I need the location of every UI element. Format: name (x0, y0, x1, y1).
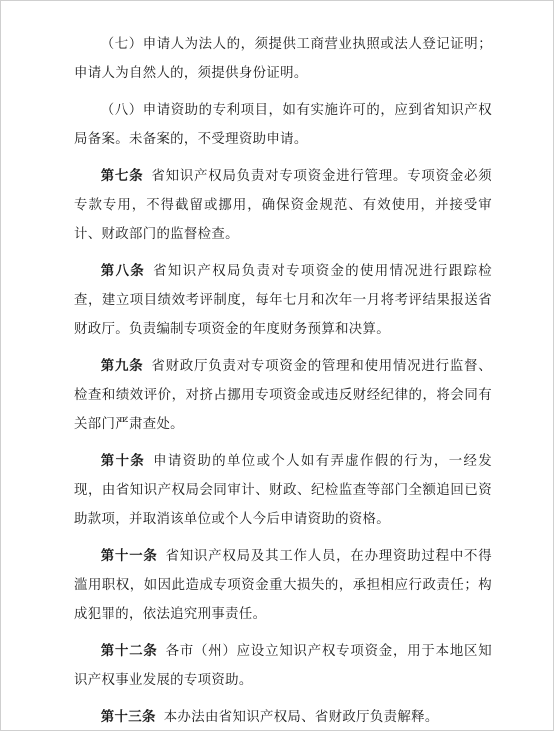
paragraph-text: 省知识产权局负责对专项资金的使用情况进行跟踪检查，建立项目绩效考评制度，每年七月和次年一月将考评结果报送省财政厅。负责编制专项资金的年度财务预算和决算。 (74, 264, 492, 337)
paragraph-text: 申请资助的单位或个人如有弄虚作假的行为，一经发现，由省知识产权局会同审计、财政、纪检监查等部门全额追回已资助款项，并取消该单位或个人今后申请资助的资格。 (74, 454, 492, 527)
paragraph-article-11 (74, 542, 492, 629)
paragraph-article-12 (74, 637, 492, 695)
article-label: 第八条 (100, 264, 146, 279)
paragraph-article-8 (74, 257, 492, 344)
article-label: 第九条 (100, 359, 144, 374)
paragraph-text: 本办法由省知识产权局、省财政厅负责解释。 (163, 710, 439, 725)
paragraph-clause-8 (74, 96, 492, 154)
article-label: 第七条 (100, 169, 144, 184)
paragraph-text: （七）申请人为法人的，须提供工商营业执照或法人登记证明；申请人为自然人的，须提供身份证明。 (74, 37, 492, 81)
paragraph-text: 各市（州）应设立知识产权专项资金，用于本地区知识产权事业发展的专项资助。 (74, 644, 492, 688)
paragraph-text: 省知识产权局负责对专项资金进行管理。专项资金必须专款专用，不得截留或挪用，确保资金规范、有效使用，并接受审计、财政部门的监督检查。 (74, 169, 492, 242)
document-body (74, 30, 492, 740)
paragraph-text: （八）申请资助的专利项目，如有实施许可的，应到省知识产权局备案。未备案的，不受理资助申请。 (74, 103, 492, 147)
article-label: 第十一条 (100, 549, 158, 564)
paragraph-article-7 (74, 162, 492, 249)
paragraph-clause-7 (74, 30, 492, 88)
article-label: 第十条 (100, 454, 146, 469)
paragraph-text: 省知识产权局及其工作人员，在办理资助过程中不得滥用职权，如因此造成专项资金重大损失的，承担相应行政责任；构成犯罪的，依法追究刑事责任。 (74, 549, 492, 622)
paragraph-article-9 (74, 352, 492, 439)
paragraph-article-10 (74, 447, 492, 534)
paragraph-text: 省财政厅负责对专项资金的管理和使用情况进行监督、检查和绩效评价，对挤占挪用专项资金或违反财经纪律的，将会同有关部门严肃查处。 (74, 359, 492, 432)
article-label: 第十三条 (100, 710, 156, 725)
article-label: 第十二条 (100, 644, 158, 659)
paragraph-article-13 (74, 703, 492, 732)
